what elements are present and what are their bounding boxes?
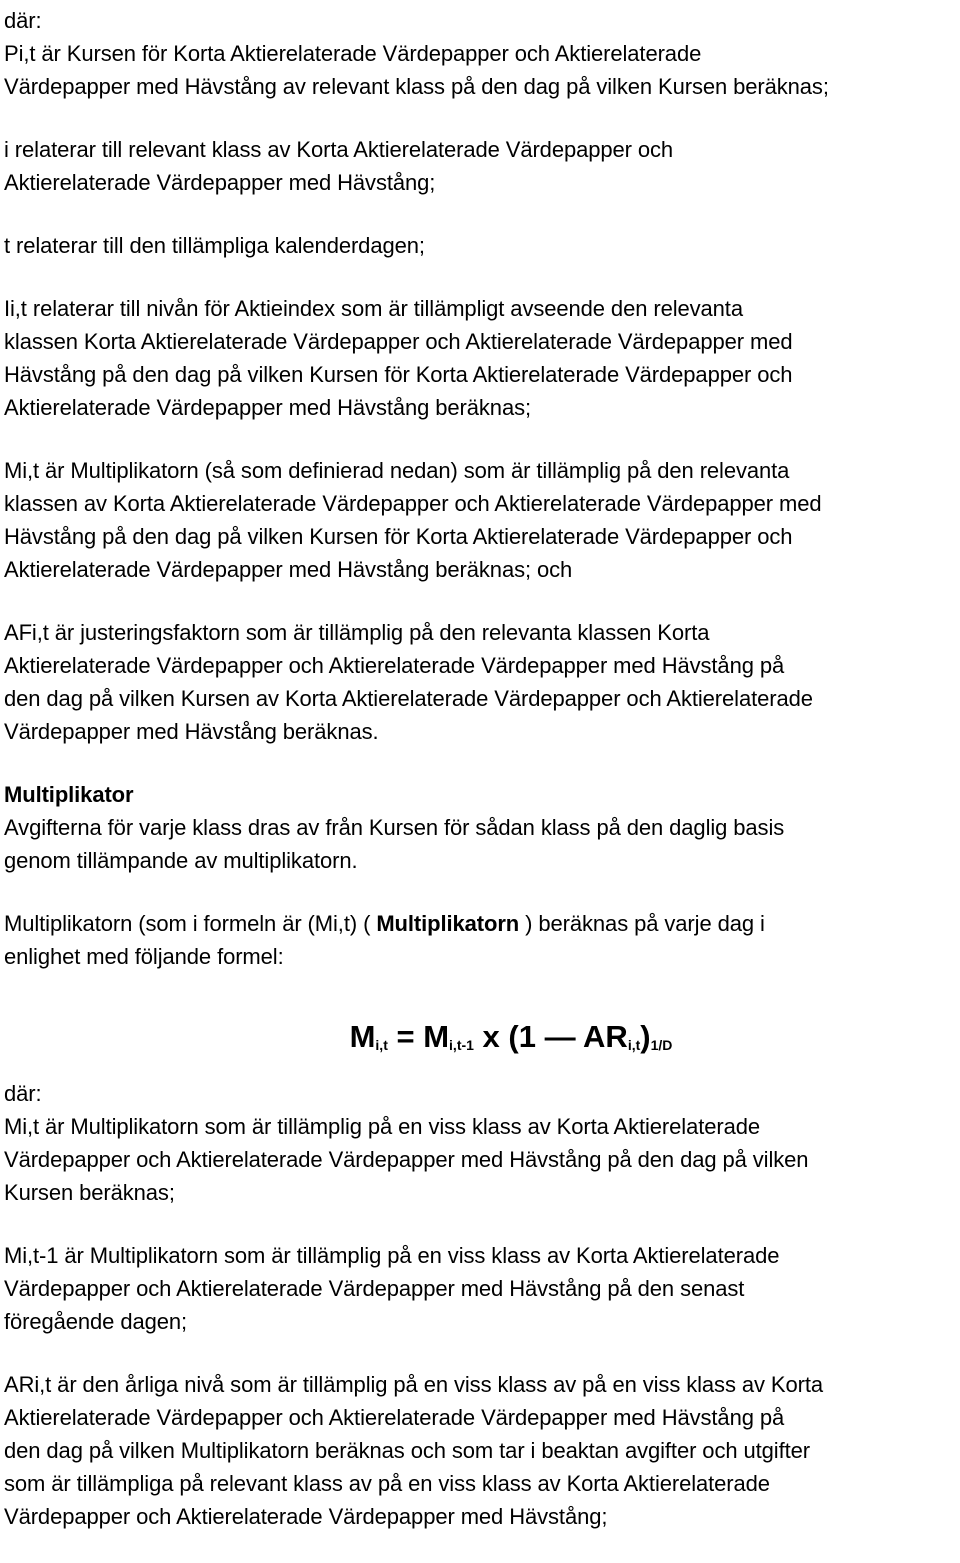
definition-paragraph bbox=[4, 616, 958, 748]
definition-paragraph bbox=[4, 1239, 958, 1338]
definition-line: t relaterar till den tillämpliga kalenderdagen; bbox=[4, 233, 425, 258]
definition-line: Värdepapper med Hävstång av relevant klass på den dag på vilken Kursen beräknas; bbox=[4, 74, 829, 99]
definitions-list-2 bbox=[4, 1110, 958, 1533]
definition-line: ARi,t är den årliga nivå som är tillämplig på en viss klass av på en viss klass av Korta bbox=[4, 1372, 823, 1397]
definition-line: Aktierelaterade Värdepapper med Hävstång; bbox=[4, 170, 436, 195]
formula-symbol: M bbox=[349, 1019, 376, 1054]
definitions-list-1 bbox=[4, 37, 958, 748]
formula-intro-line bbox=[4, 907, 958, 940]
multiplikator-text-line: genom tillämpande av multiplikatorn. bbox=[4, 848, 358, 873]
definition-line: Pi,t är Kursen för Korta Aktierelaterade Värdepapper och Aktierelaterade bbox=[4, 41, 702, 66]
definition-paragraph bbox=[4, 37, 958, 103]
definition-line: Kursen beräknas; bbox=[4, 1180, 175, 1205]
definition-paragraph bbox=[4, 1110, 958, 1209]
formula-symbol: M bbox=[423, 1019, 450, 1054]
formula-intro bbox=[4, 907, 958, 973]
document-page bbox=[4, 0, 958, 1563]
definition-line: Mi,t är Multiplikatorn som är tillämplig på en viss klass av Korta Aktierelaterade bbox=[4, 1114, 760, 1139]
definition-line: Hävstång på den dag på vilken Kursen för Korta Aktierelaterade Värdepapper och bbox=[4, 524, 793, 549]
formula-intro-text: ) beräknas på varje dag i bbox=[519, 911, 765, 936]
formula-subscript: i,t-1 bbox=[449, 1037, 474, 1053]
intro-dar-label: där: bbox=[4, 8, 42, 33]
formula-intro-line: enlighet med följande formel: bbox=[4, 944, 284, 969]
definition-line: Värdepapper och Aktierelaterade Värdepapper med Hävstång på den dag på vilken bbox=[4, 1147, 809, 1172]
formula-subscript: i,t bbox=[627, 1037, 641, 1053]
definition-paragraph bbox=[4, 292, 958, 424]
definition-line: Värdepapper och Aktierelaterade Värdepapper med Hävstång på den senast bbox=[4, 1276, 745, 1301]
definition-line: Ii,t relaterar till nivån för Aktieindex som är tillämpligt avseende den relevanta bbox=[4, 296, 743, 321]
definition-line: Mi,t är Multiplikatorn (så som definierad nedan) som är tillämplig på den relevanta bbox=[4, 458, 790, 483]
definition-line: den dag på vilken Kursen av Korta Aktierelaterade Värdepapper och Aktierelaterade bbox=[4, 686, 813, 711]
definition-paragraph bbox=[4, 1368, 958, 1533]
definition-line: Värdepapper med Hävstång beräknas. bbox=[4, 719, 379, 744]
multiplier-formula bbox=[4, 1017, 958, 1057]
definition-line: klassen Korta Aktierelaterade Värdepapper och Aktierelaterade Värdepapper med bbox=[4, 329, 793, 354]
formula-operator: x (1 — AR bbox=[473, 1019, 628, 1054]
definition-line: Aktierelaterade Värdepapper med Hävstång beräknas; bbox=[4, 395, 531, 420]
multiplikator-heading: Multiplikator bbox=[4, 782, 134, 807]
definition-paragraph bbox=[4, 229, 958, 262]
definition-paragraph bbox=[4, 133, 958, 199]
definition-paragraph bbox=[4, 454, 958, 586]
formula-operator: = bbox=[387, 1019, 424, 1054]
definition-line: Aktierelaterade Värdepapper och Aktierelaterade Värdepapper med Hävstång på bbox=[4, 1405, 785, 1430]
definition-line: Mi,t-1 är Multiplikatorn som är tillämplig på en viss klass av Korta Aktierelaterade bbox=[4, 1243, 780, 1268]
definition-line: Aktierelaterade Värdepapper och Aktierelaterade Värdepapper med Hävstång på bbox=[4, 653, 785, 678]
definition-line: som är tillämpliga på relevant klass av på en viss klass av Korta Aktierelaterade bbox=[4, 1471, 770, 1496]
definition-line: den dag på vilken Multiplikatorn beräknas och som tar i beaktan avgifter och utgifter bbox=[4, 1438, 810, 1463]
outro-dar-label: där: bbox=[4, 1081, 42, 1106]
formula-operator: ) bbox=[640, 1019, 651, 1054]
multiplikator-section bbox=[4, 778, 958, 877]
formula-subscript: 1/D bbox=[650, 1037, 673, 1053]
formula-subscript: i,t bbox=[375, 1037, 388, 1053]
definition-line: föregående dagen; bbox=[4, 1309, 188, 1334]
definition-line: AFi,t är justeringsfaktorn som är tillämplig på den relevanta klassen Korta bbox=[4, 620, 710, 645]
definition-line: Aktierelaterade Värdepapper med Hävstång beräknas; och bbox=[4, 557, 573, 582]
formula-intro-text: Multiplikatorn (som i formeln är (Mi,t) ( bbox=[4, 911, 377, 936]
definition-line: klassen av Korta Aktierelaterade Värdepapper och Aktierelaterade Värdepapper med bbox=[4, 491, 822, 516]
definition-line: Värdepapper och Aktierelaterade Värdepapper med Hävstång; bbox=[4, 1504, 608, 1529]
definition-line: i relaterar till relevant klass av Korta Aktierelaterade Värdepapper och bbox=[4, 137, 674, 162]
formula-intro-bold-term: Multiplikatorn bbox=[376, 911, 520, 936]
multiplikator-text-line: Avgifterna för varje klass dras av från Kursen för sådan klass på den daglig basis bbox=[4, 815, 785, 840]
definition-line: Hävstång på den dag på vilken Kursen för Korta Aktierelaterade Värdepapper och bbox=[4, 362, 793, 387]
